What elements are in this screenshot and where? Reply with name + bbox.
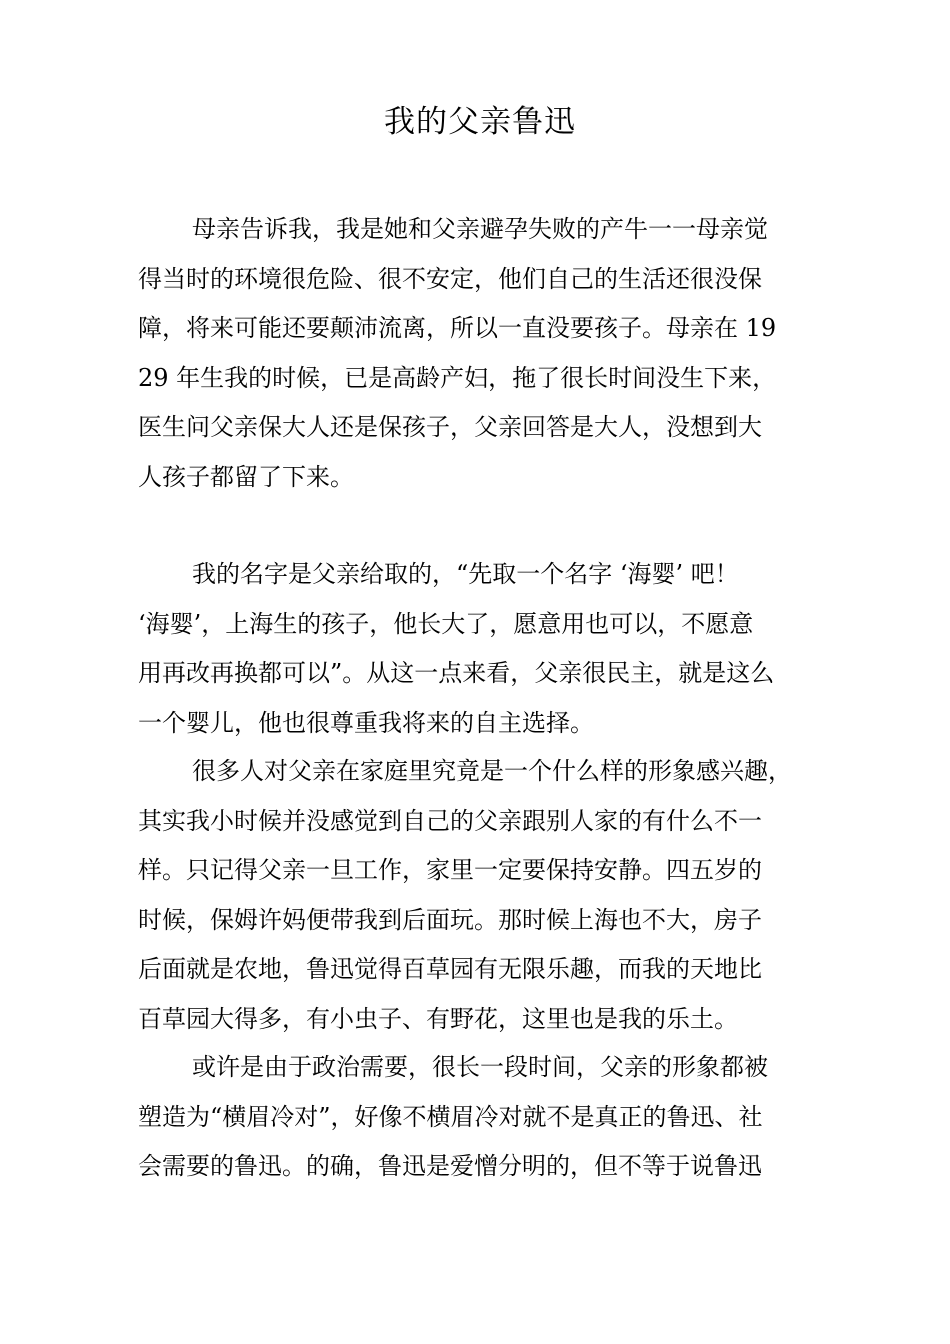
- paragraph-line: 很多人对父亲在家庭里究竟是一个什么样的形象感兴趣，: [192, 757, 792, 785]
- paragraph-line: 后面就是农地，鲁迅觉得百草园有无限乐趣，而我的天地比: [138, 955, 762, 983]
- paragraph-line: 或许是由于政治需要，很长一段时间，父亲的形象都被: [192, 1053, 768, 1081]
- paragraph-2: [138, 550, 818, 748]
- paragraph-line: 时候，保姆许妈便带我到后面玩。那时候上海也不大，房子: [138, 905, 762, 934]
- paragraph-line: 一个婴儿，他也很尊重我将来的自主选择。: [138, 708, 594, 737]
- paragraph-line: 医生问父亲保大人还是保孩子，父亲回答是大人，没想到大: [138, 413, 762, 441]
- paragraph-line: 塑造为“横眉冷对”，好像不横眉冷对就不是真正的鲁迅、社: [138, 1102, 763, 1131]
- paragraph-line: 我的名字是父亲给取的，“先取一个名字 ‘海婴’ 吧！: [192, 560, 739, 588]
- paragraph-line: 百草园大得多，有小虫子、有野花，这里也是我的乐土。: [138, 1004, 738, 1033]
- paragraph-line: 29 年生我的时候，已是高龄产妇，拖了很长时间没生下来，: [138, 363, 777, 392]
- paragraph-line: ‘海婴’，上海生的孩子，他长大了，愿意用也可以，不愿意: [138, 609, 754, 638]
- paragraph-line: 会需要的鲁迅。的确，鲁迅是爱憎分明的，但不等于说鲁迅: [138, 1152, 762, 1180]
- paragraph-line: 障，将来可能还要颠沛流离，所以一直没要孩子。母亲在 19: [138, 314, 777, 342]
- paragraph-4: [138, 1043, 818, 1192]
- paragraph-line: 得当时的环境很危险、很不安定，他们自己的生活还很没保: [138, 264, 762, 293]
- document-title: 我的父亲鲁迅: [384, 104, 576, 140]
- paragraph-3: [138, 747, 818, 1044]
- paragraph-line: 样。只记得父亲一旦工作，家里一定要保持安静。四五岁的: [138, 856, 762, 884]
- paragraph-1: [138, 205, 818, 502]
- paragraph-line: 人孩子都留了下来。: [138, 462, 354, 491]
- paragraph-line: 母亲告诉我，我是她和父亲避孕失败的产牛一一母亲觉: [192, 215, 768, 243]
- paragraph-line: 其实我小时候并没感觉到自己的父亲跟别人家的有什么不一: [138, 806, 762, 835]
- paragraph-line: 用再改再换都可以”。从这一点来看，父亲很民主，就是这么: [138, 659, 775, 687]
